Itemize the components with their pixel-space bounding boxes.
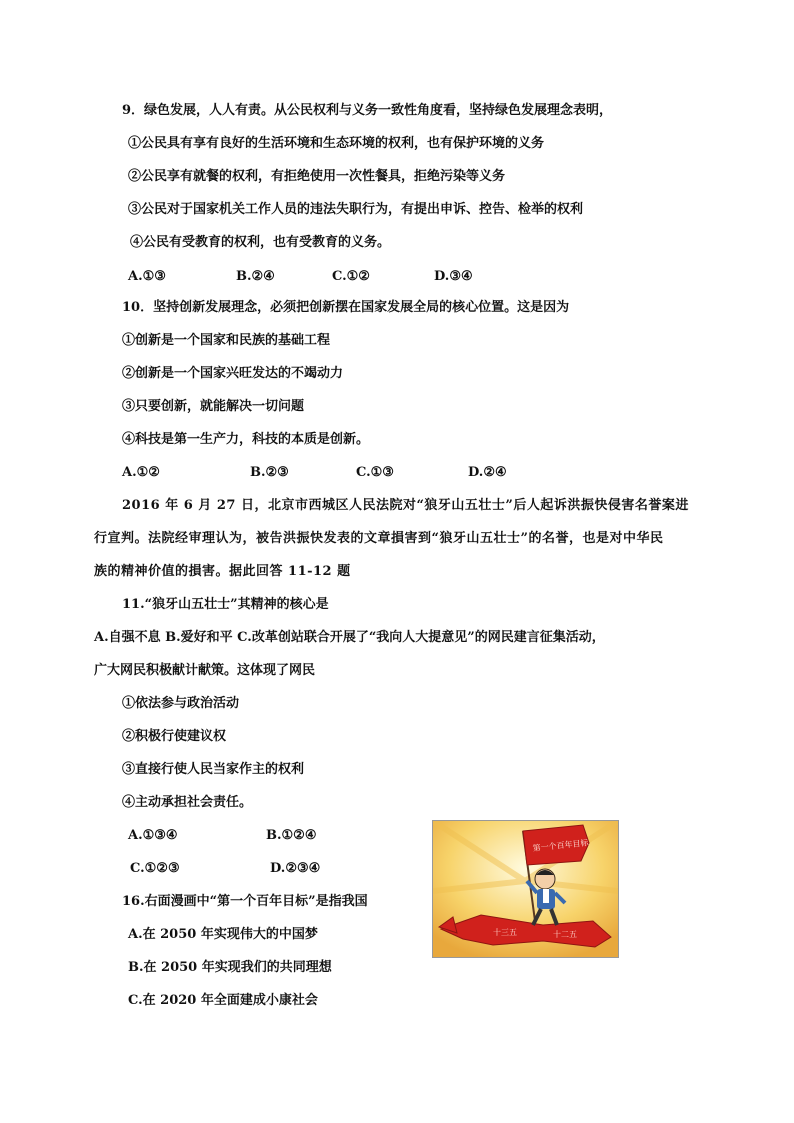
arrow-label-1: 十三五 (493, 928, 517, 937)
q11-option-d[interactable]: D.②③④ (270, 861, 321, 876)
q11-item-2: ②积极行使建议权 (122, 729, 227, 744)
q9-item-3: ③公民对于国家机关工作人员的违法失职行为，有提出申诉、控告、检举的权利 (128, 202, 584, 217)
arrow-label-2: 十二五 (553, 930, 577, 939)
q9-option-d[interactable]: D.③④ (434, 269, 473, 284)
q11-item-3: ③直接行使人民当家作主的权利 (122, 762, 305, 777)
q9-option-b[interactable]: B.②④ (236, 269, 275, 284)
q10-option-b[interactable]: B.②③ (250, 465, 289, 480)
q11-item-4: ④主动承担社会责任。 (122, 795, 253, 810)
q11-stem: 11.“狼牙山五壮士”其精神的核心是 (122, 597, 329, 612)
passage-line-3: 族的精神价值的損害。据此回答 11-12 题 (94, 564, 351, 579)
q11-line-3: 广大网民积极献计献策。这体现了网民 (94, 663, 316, 678)
q10-item-4: ④科技是第一生产力，科技的本质是创新。 (122, 432, 370, 447)
q16-option-a[interactable]: A.在 2050 年实现伟大的中国梦 (128, 927, 318, 942)
q11-line-2: A.自强不息 B.爱好和平 C.改革创站联合开展了“我向人大提意见”的网民建言征集活动， (94, 630, 605, 645)
flag-label: 第一个百年目标 (532, 838, 589, 853)
q11-option-c[interactable]: C.①②③ (130, 861, 180, 876)
q10-item-3: ③只要创新，就能解决一切问题 (122, 399, 305, 414)
q11-option-a[interactable]: A.①③④ (128, 828, 178, 843)
q9-item-4: ④公民有受教育的权利，也有受教育的义务。 (130, 235, 391, 250)
q16-stem: 16.右面漫画中“第一个百年目标”是指我国 (122, 894, 368, 909)
q9-option-a[interactable]: A.①③ (128, 269, 166, 284)
q10-item-2: ②创新是一个国家兴旺发达的不竭动力 (122, 366, 344, 381)
passage-line-2: 行宣判。法院经审理认为，被告洪振快发表的文章損害到“狼牙山五壮士”的名誉，也是对中华民 (94, 531, 664, 546)
q9-option-c[interactable]: C.①② (332, 269, 370, 284)
passage-line-1: 2016 年 6 月 27 日，北京市西城区人民法院对“狼牙山五壮士”后人起诉洪振快侵害名誉案进 (122, 498, 689, 513)
q10-option-a[interactable]: A.①② (122, 465, 160, 480)
q16-option-b[interactable]: B.在 2050 年实现我们的共同理想 (128, 960, 332, 975)
q10-item-1: ①创新是一个国家和民族的基础工程 (122, 333, 331, 348)
q11-item-1: ①依法参与政治活动 (122, 696, 240, 711)
q9-item-2: ②公民享有就餐的权利，有拒绝使用一次性餐具，拒绝污染等义务 (128, 169, 506, 184)
cartoon-image (432, 820, 619, 958)
q16-option-c[interactable]: C.在 2020 年全面建成小康社会 (128, 993, 318, 1008)
q10-option-c[interactable]: C.①③ (356, 465, 394, 480)
cartoon-drawing (433, 821, 618, 957)
q9-stem: 9．绿色发展，人人有责。从公民权利与义务一致性角度看，坚持绿色发展理念表明， (122, 103, 613, 118)
q9-item-1: ①公民具有享有良好的生活环境和生态环境的权利，也有保护环境的义务 (128, 136, 545, 151)
q11-option-b[interactable]: B.①②④ (266, 828, 317, 843)
q10-option-d[interactable]: D.②④ (468, 465, 507, 480)
q10-stem: 10．坚持创新发展理念，必须把创新摆在国家发展全局的核心位置。这是因为 (122, 300, 570, 315)
